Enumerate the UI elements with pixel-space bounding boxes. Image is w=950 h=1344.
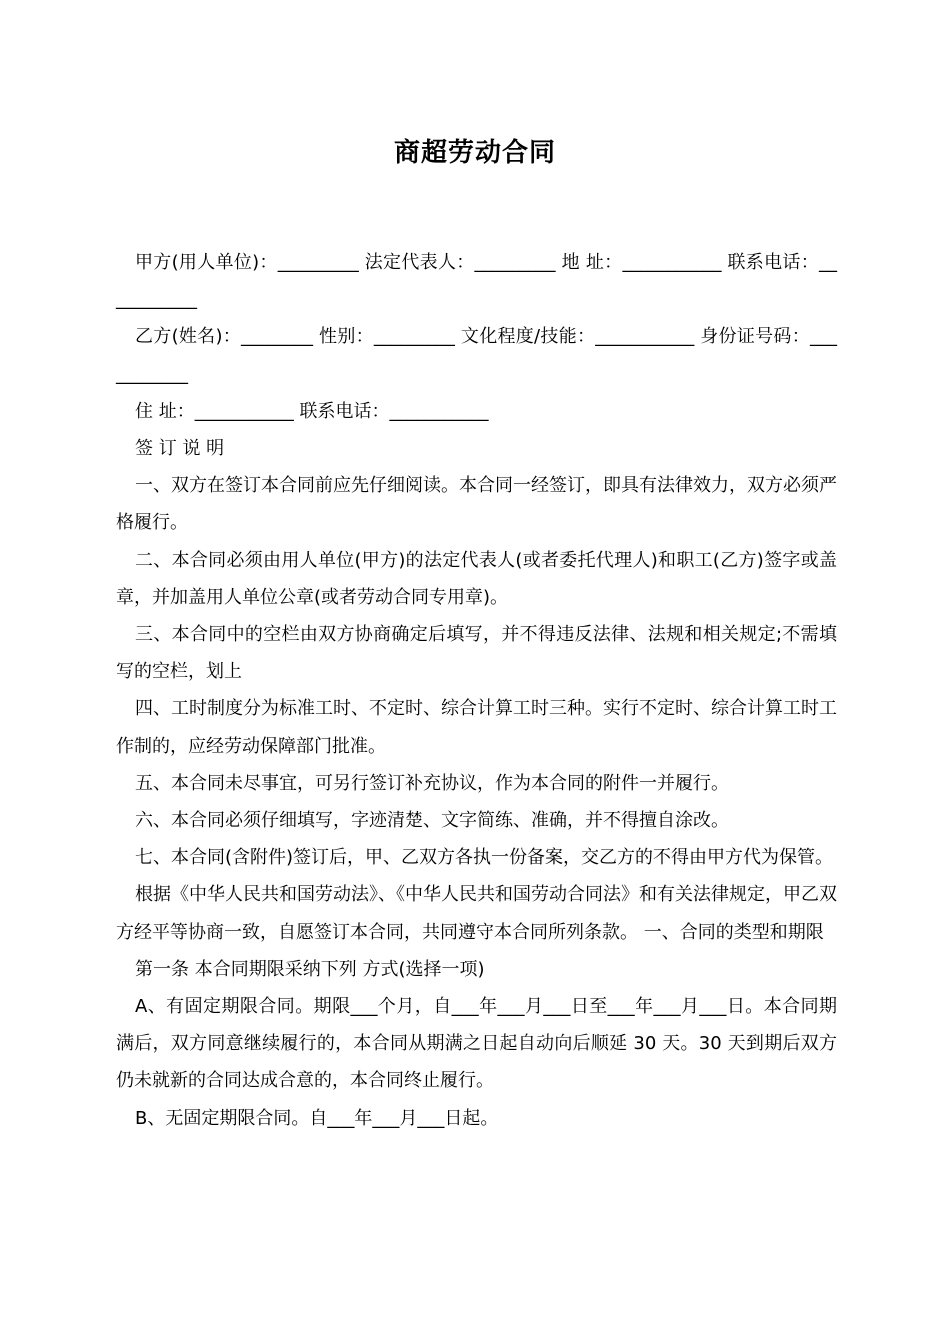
legal-basis-paragraph: 根据《中华人民共和国劳动法》、《中华人民共和国劳动合同法》和有关法律规定，甲乙双方经平等协商一致，自愿签订本合同，共同遵守本合同所列条款。 一、合同的类型和期限 <box>116 884 837 943</box>
note-5: 五、本合同未尽事宜，可另行签订补充协议，作为本合同的附件一并履行。 <box>135 772 729 794</box>
note-6: 六、本合同必须仔细填写，字迹清楚、文字简练、准确，并不得擅自涂改。 <box>135 810 729 832</box>
party-b-address: 住 址：___________ 联系电话：___________ <box>135 400 489 422</box>
document-body <box>116 244 837 1137</box>
note-4: 四、工时制度分为标准工时、不定时、综合计算工时三种。实行不定时、综合计算工时工作制的，应经劳动保障部门批准。 <box>116 698 837 757</box>
note-3: 三、本合同中的空栏由双方协商确定后填写，并不得违反法律、法规和相关规定;不需填写的空栏，划上 <box>116 624 837 683</box>
signing-notes-heading: 签 订 说 明 <box>135 438 225 460</box>
note-7: 七、本合同(含附件)签订后，甲、乙双方各执一份备案，交乙方的不得由甲方代为保管。 <box>135 847 834 869</box>
note-2: 二、本合同必须由用人单位(甲方)的法定代表人(或者委托代理人)和职工(乙方)签字或盖章，并加盖用人单位公章(或者劳动合同专用章)。 <box>116 549 837 608</box>
article-1: 第一条 本合同期限采纳下列 方式(选择一项) <box>135 958 485 980</box>
party-b-info: 乙方(姓名)：________ 性别：_________ 文化程度/技能：___________ 身份证号码：___________ <box>116 326 837 385</box>
party-a-info: 甲方(用人单位)：_________ 法定代表人：_________ 地 址：___________ 联系电话：___________ <box>116 252 837 311</box>
page-title: 商超劳动合同 <box>393 138 556 168</box>
option-a-fixed-term: A、有固定期限合同。期限___个月，自___年___月___日至___年___月___日。本合同期满后，双方同意继续履行的，本合同从期满之日起自动向后顺延 30 天。30 天到期后双方仍未就新的合同达成合意的，本合同终止履行。 <box>116 996 837 1092</box>
note-1: 一、双方在签订本合同前应先仔细阅读。本合同一经签订，即具有法律效力，双方必须严格履行。 <box>116 475 837 534</box>
option-b-open-term: B、无固定期限合同。自___年___月___日起。 <box>135 1107 499 1129</box>
